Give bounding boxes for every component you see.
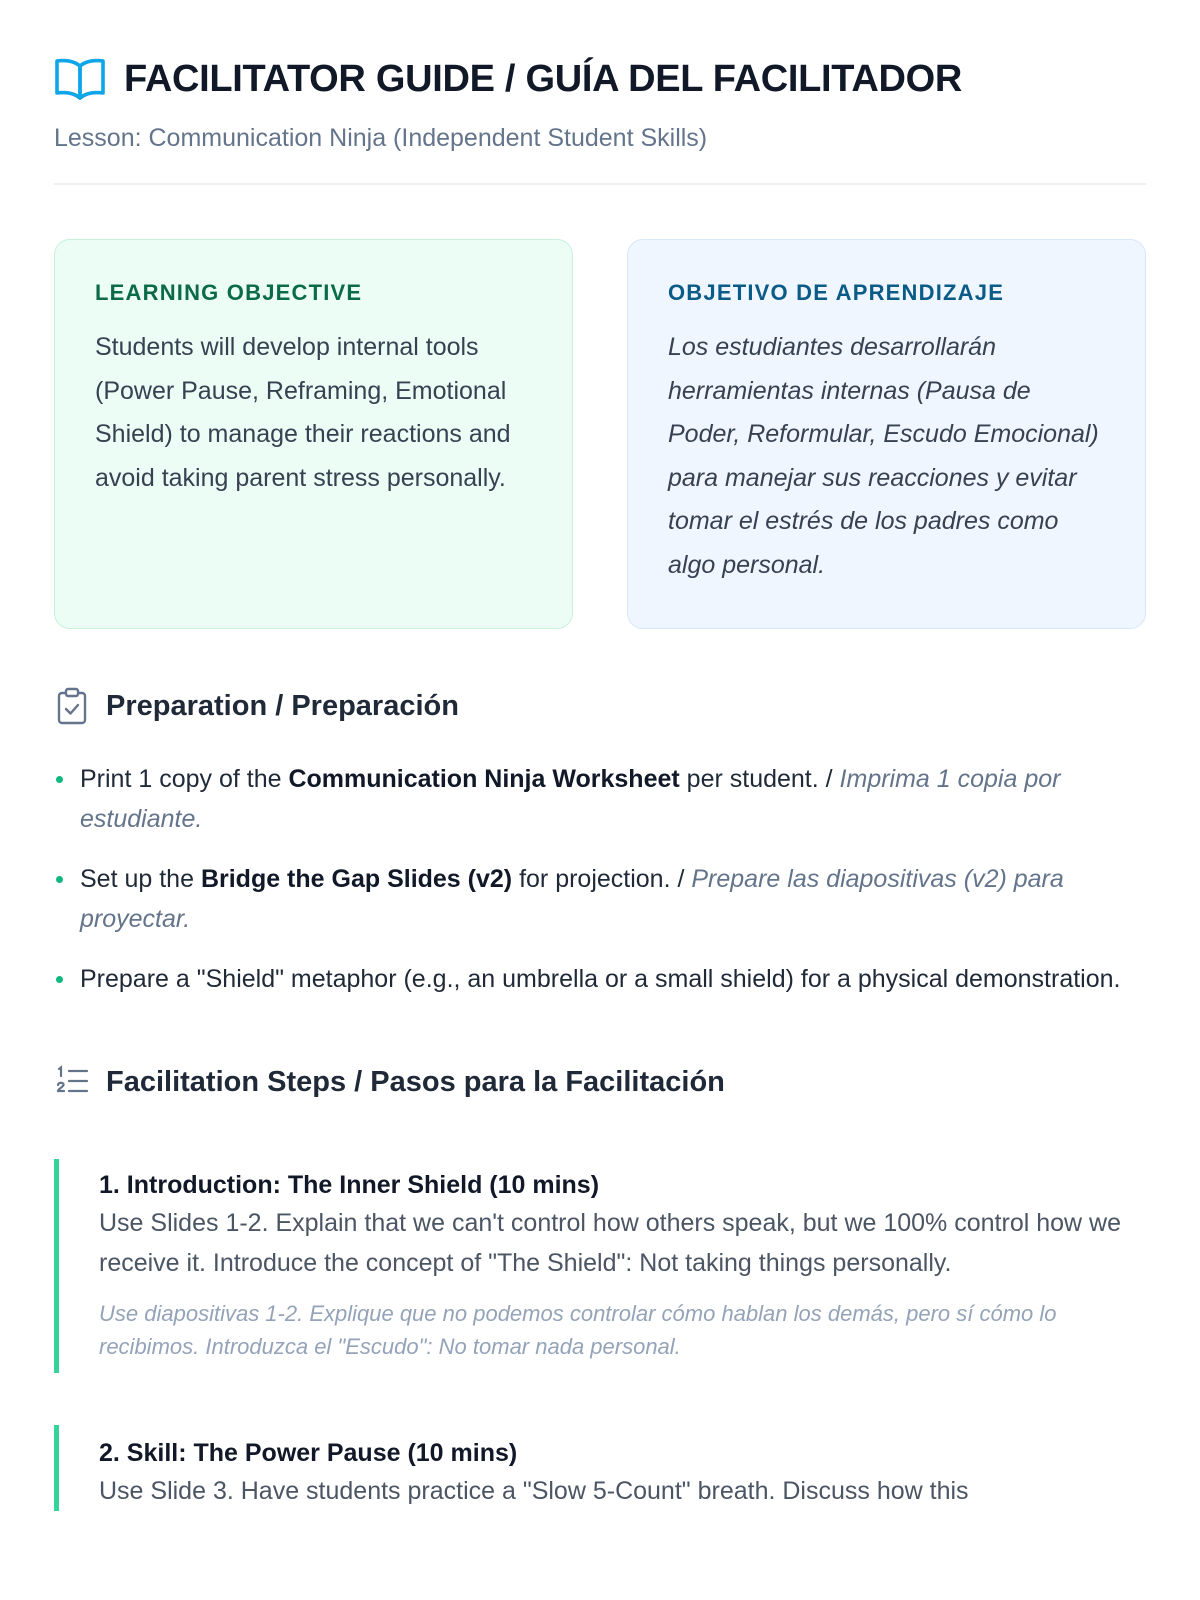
page-header — [54, 0, 1146, 185]
numbered-list-icon — [54, 1063, 90, 1101]
list-item — [54, 959, 1146, 999]
step-text: Use Slides 1-2. Explain that we can't control how others speak, but we 100% control how we receive it. Introduce the concept of "The Shield": Not taking things personally. — [99, 1209, 1121, 1277]
objetivo-aprendizaje-card — [627, 239, 1146, 629]
facilitation-steps-section — [54, 1063, 1146, 1511]
title-row — [54, 56, 1146, 102]
objetivo-aprendizaje-heading: OBJETIVO DE APRENDIZAJE — [668, 280, 1005, 305]
prep-item-text: per student. / — [679, 765, 840, 793]
prep-item-text: Print 1 copy of the — [80, 765, 289, 793]
prep-item-text: Set up the — [80, 865, 201, 893]
step-title: 1. Introduction: The Inner Shield (10 mins) — [99, 1171, 600, 1199]
slides-name: Bridge the Gap Slides (v2) — [200, 865, 513, 893]
preparation-title: Preparation / Preparación — [106, 689, 459, 722]
prep-item-spanish: Prepare las diapositivas (v2) para proyectar. — [80, 865, 1064, 933]
open-book-icon — [54, 56, 106, 102]
list-item — [54, 759, 1146, 839]
step-text-spanish: Use diapositivas 1-2. Explique que no podemos controlar cómo hablan los demás, pero sí cómo lo recibimos. Introduzca el "Escudo": No tomar nada personal. — [99, 1301, 1057, 1359]
step-title: 2. Skill: The Power Pause (10 mins) — [99, 1439, 518, 1467]
step-power-pause — [54, 1425, 1146, 1511]
preparation-list — [54, 759, 1146, 999]
objectives-section — [54, 239, 1146, 629]
header-divider — [54, 183, 1146, 185]
learning-objective-card — [54, 239, 573, 629]
facilitation-steps-title: Facilitation Steps / Pasos para la Facilitación — [106, 1065, 725, 1098]
facilitation-steps-heading — [54, 1063, 1146, 1101]
learning-objective-text: Students will develop internal tools (Power Pause, Reframing, Emotional Shield) to manage their reactions and avoid taking parent stress personally. — [95, 333, 511, 492]
prep-item-text: Prepare a "Shield" metaphor (e.g., an umbrella or a small shield) for a physical demonstration. — [80, 965, 1121, 993]
preparation-section — [54, 687, 1146, 999]
lesson-subtitle: Lesson: Communication Ninja (Independent Student Skills) — [54, 124, 708, 152]
worksheet-name: Communication Ninja Worksheet — [288, 765, 680, 793]
step-text: Use Slide 3. Have students practice a "Slow 5-Count" breath. Discuss how this — [99, 1477, 969, 1505]
preparation-heading — [54, 687, 1146, 725]
list-item — [54, 859, 1146, 939]
page-title: FACILITATOR GUIDE / GUÍA DEL FACILITADOR — [124, 57, 963, 100]
prep-item-spanish: Imprima 1 copia por estudiante. — [80, 765, 1061, 833]
clipboard-check-icon — [54, 687, 90, 725]
prep-item-text: for projection. / — [512, 865, 692, 893]
learning-objective-heading: LEARNING OBJECTIVE — [95, 280, 363, 305]
step-introduction — [54, 1159, 1146, 1373]
objetivo-aprendizaje-text: Los estudiantes desarrollarán herramientas internas (Pausa de Poder, Reformular, Escudo Emocional) para manejar sus reacciones y evitar tomar el estrés de los padres como algo personal. — [668, 333, 1099, 579]
